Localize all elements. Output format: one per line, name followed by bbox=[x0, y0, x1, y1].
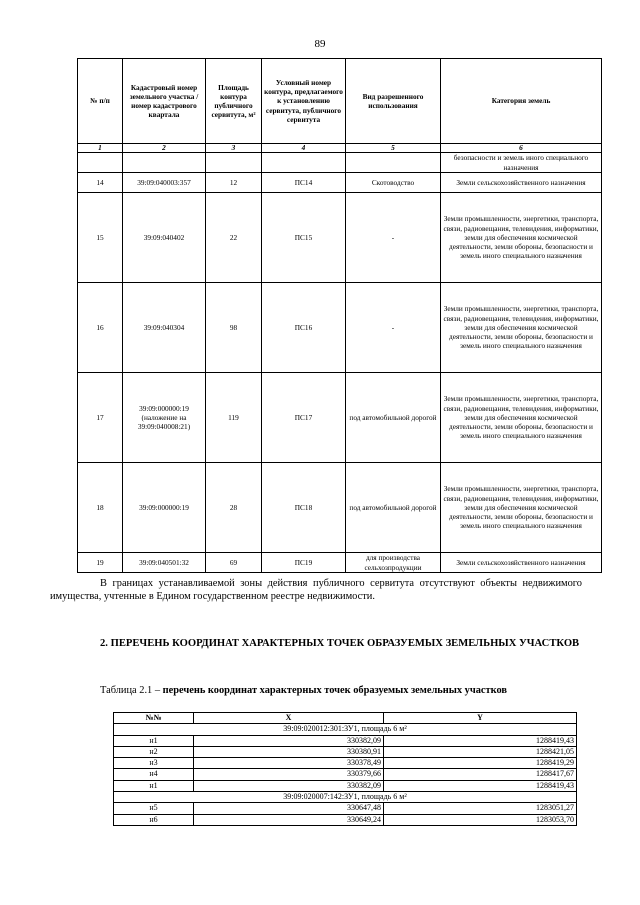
table-caption bbox=[50, 685, 582, 697]
row-number: 18 bbox=[78, 463, 123, 553]
section-heading: 2. ПЕРЕЧЕНЬ КООРДИНАТ ХАРАКТЕРНЫХ ТОЧЕК ОБРАЗУЕМЫХ ЗЕМЕЛЬНЫХ УЧАСТКОВ bbox=[100, 638, 580, 649]
cadastral-number: 39:09:040402 bbox=[123, 193, 206, 283]
cadastral-number: 39:09:000000:19 (наложение на 39:09:040008:21) bbox=[123, 373, 206, 463]
header-cell: Вид разрешенного использования bbox=[346, 59, 441, 144]
land-category: Земли промышленности, энергетики, транспорта, связи, радиовещания, телевидения, информатики, земли для обеспечения космической деятельности, земли обороны, безопасности и земель иного специального назначения bbox=[441, 373, 602, 463]
table-row bbox=[78, 283, 602, 373]
table-row bbox=[114, 769, 577, 780]
point-x: 330647,48 bbox=[194, 803, 384, 814]
caption-title: перечень координат характерных точек образуемых земельных участков bbox=[162, 685, 508, 696]
point-y: 1288419,43 bbox=[384, 735, 577, 746]
column-number-row bbox=[78, 144, 602, 153]
point-x: 330379,66 bbox=[194, 769, 384, 780]
table-header-row bbox=[114, 713, 577, 724]
row-number: 16 bbox=[78, 283, 123, 373]
header-cell: Условный номер контура, предлагаемого к установлению сервитута, публичного сервитута bbox=[262, 59, 346, 144]
point-x: 330382,09 bbox=[194, 735, 384, 746]
contour-number bbox=[262, 153, 346, 173]
point-id: н3 bbox=[114, 758, 194, 769]
area: 69 bbox=[206, 553, 262, 573]
cadastral-number: 39:09:000000:19 bbox=[123, 463, 206, 553]
point-id: н4 bbox=[114, 769, 194, 780]
cadastral-number bbox=[123, 153, 206, 173]
contour-number: ПС18 bbox=[262, 463, 346, 553]
contour-number: ПС14 bbox=[262, 173, 346, 193]
permitted-use: для производства сельхозпродукции bbox=[346, 553, 441, 573]
row-number: 19 bbox=[78, 553, 123, 573]
point-x: 330382,09 bbox=[194, 780, 384, 791]
area: 28 bbox=[206, 463, 262, 553]
cadastral-number: 39:09:040003:357 bbox=[123, 173, 206, 193]
header-cell: Категория земель bbox=[441, 59, 602, 144]
table-row bbox=[114, 735, 577, 746]
permitted-use: Скотоводство bbox=[346, 173, 441, 193]
group-row bbox=[114, 724, 577, 735]
table-row bbox=[114, 780, 577, 791]
contour-number: ПС15 bbox=[262, 193, 346, 283]
point-id: н5 bbox=[114, 803, 194, 814]
point-x: 330649,24 bbox=[194, 814, 384, 825]
point-id: н1 bbox=[114, 735, 194, 746]
header-cell: Кадастровый номер земельного участка / номер кадастрового квартала bbox=[123, 59, 206, 144]
page-number: 89 bbox=[314, 38, 326, 50]
land-category: Земли промышленности, энергетики, транспорта, связи, радиовещания, телевидения, информатики, земли для обеспечения космической деятельности, земли обороны, безопасности и земель иного специального назначения bbox=[441, 193, 602, 283]
area bbox=[206, 153, 262, 173]
table-header-row bbox=[78, 59, 602, 144]
area: 119 bbox=[206, 373, 262, 463]
table-row bbox=[78, 193, 602, 283]
permitted-use: - bbox=[346, 193, 441, 283]
land-category: Земли сельскохозяйственного назначения bbox=[441, 173, 602, 193]
header-cell: X bbox=[194, 713, 384, 724]
row-number: 17 bbox=[78, 373, 123, 463]
caption-prefix: Таблица 2.1 – bbox=[100, 685, 163, 696]
column-number: 6 bbox=[441, 144, 602, 153]
header-cell: Площадь контура публичного сервитута, м² bbox=[206, 59, 262, 144]
header-cell: № п/п bbox=[78, 59, 123, 144]
column-number: 4 bbox=[262, 144, 346, 153]
table-row bbox=[114, 814, 577, 825]
point-y: 1288419,43 bbox=[384, 780, 577, 791]
point-y: 1283053,70 bbox=[384, 814, 577, 825]
cadastral-number: 39:09:040501:32 bbox=[123, 553, 206, 573]
row-number: 14 bbox=[78, 173, 123, 193]
point-id: н1 bbox=[114, 780, 194, 791]
column-number: 3 bbox=[206, 144, 262, 153]
group-title: 39:09:020012:301:ЗУ1, площадь 6 м² bbox=[114, 724, 577, 735]
table-row bbox=[78, 373, 602, 463]
column-number: 2 bbox=[123, 144, 206, 153]
point-x: 330380,91 bbox=[194, 746, 384, 757]
permitted-use: - bbox=[346, 283, 441, 373]
land-category: безопасности и земель иного специального назначения bbox=[441, 153, 602, 173]
table-row bbox=[114, 746, 577, 757]
permitted-use: под автомобильной дорогой bbox=[346, 463, 441, 553]
group-title: 39:09:020007:142:ЗУ1, площадь 6 м² bbox=[114, 792, 577, 803]
table-row bbox=[78, 553, 602, 573]
table-row bbox=[78, 153, 602, 173]
table-row bbox=[114, 803, 577, 814]
land-category: Земли промышленности, энергетики, транспорта, связи, радиовещания, телевидения, информатики, земли для обеспечения космической деятельности, земли обороны, безопасности и земель иного специального назначения bbox=[441, 283, 602, 373]
land-category: Земли сельскохозяйственного назначения bbox=[441, 553, 602, 573]
group-row bbox=[114, 792, 577, 803]
cadastral-number: 39:09:040304 bbox=[123, 283, 206, 373]
area: 22 bbox=[206, 193, 262, 283]
contour-number: ПС16 bbox=[262, 283, 346, 373]
column-number: 1 bbox=[78, 144, 123, 153]
servitude-table bbox=[77, 58, 602, 573]
permitted-use: под автомобильной дорогой bbox=[346, 373, 441, 463]
table-row bbox=[78, 463, 602, 553]
table-row bbox=[78, 173, 602, 193]
point-id: н6 bbox=[114, 814, 194, 825]
header-cell: №№ bbox=[114, 713, 194, 724]
row-number bbox=[78, 153, 123, 173]
header-cell: Y bbox=[384, 713, 577, 724]
area: 98 bbox=[206, 283, 262, 373]
point-id: н2 bbox=[114, 746, 194, 757]
area: 12 bbox=[206, 173, 262, 193]
coordinates-table bbox=[113, 712, 577, 826]
column-number: 5 bbox=[346, 144, 441, 153]
contour-number: ПС19 bbox=[262, 553, 346, 573]
point-y: 1288417,67 bbox=[384, 769, 577, 780]
permitted-use bbox=[346, 153, 441, 173]
land-category: Земли промышленности, энергетики, транспорта, связи, радиовещания, телевидения, информатики, земли для обеспечения космической деятельности, земли обороны, безопасности и земель иного специального назначения bbox=[441, 463, 602, 553]
point-y: 1283051,27 bbox=[384, 803, 577, 814]
point-y: 1288419,29 bbox=[384, 758, 577, 769]
row-number: 15 bbox=[78, 193, 123, 283]
body-paragraph: В границах устанавливаемой зоны действия публичного сервитута отсутствуют объекты недвижимого имущества, учтенные в Едином государственном реестре недвижимости. bbox=[50, 578, 582, 602]
point-x: 330378,49 bbox=[194, 758, 384, 769]
contour-number: ПС17 bbox=[262, 373, 346, 463]
point-y: 1288421,05 bbox=[384, 746, 577, 757]
table-row bbox=[114, 758, 577, 769]
